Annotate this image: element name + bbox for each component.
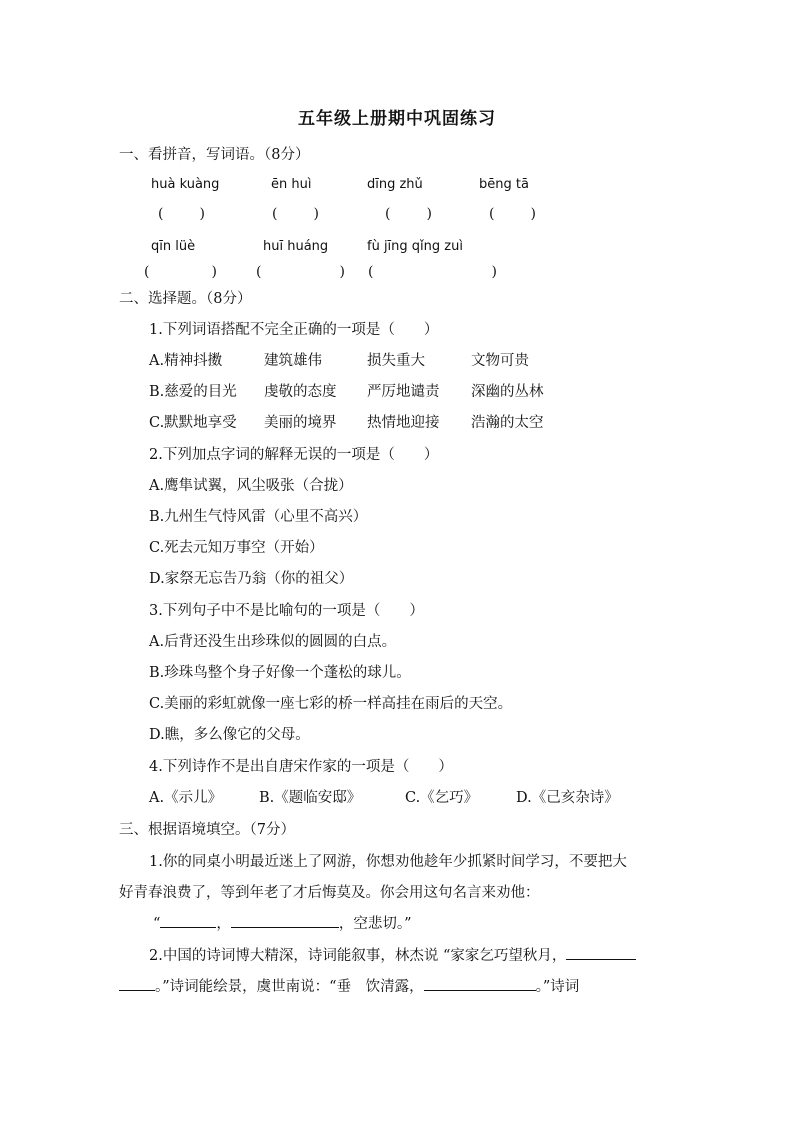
q4-stem: 4.下列诗作不是出自唐宋作家的一项是（ ） <box>149 759 453 775</box>
section1-heading: 一、看拼音，写词语。（8分） <box>119 147 310 163</box>
s3-q2-line1: 2.中国的诗词博大精深，诗词能叙事，林杰说 “家家乞巧望秋月， <box>149 945 636 966</box>
pinyin-7: fù jīng qǐng zuì <box>367 239 463 254</box>
fill-blank-4[interactable] <box>119 976 155 991</box>
s3-q1-line1: 1.你的同桌小明最近迷上了网游，你想劝他趁年少抓紧时间学习，不要把大 <box>149 854 627 870</box>
q2-option-b[interactable]: B.九州生气恃风雷（心里不高兴） <box>149 509 368 525</box>
q3-option-b[interactable]: B.珍珠鸟整个身子好像一个蓬松的球儿。 <box>149 665 411 681</box>
s3-q1-line2: 好青春浪费了，等到年老了才后悔莫及。你会用这句名言来劝他： <box>119 885 540 901</box>
fill-blank-2[interactable] <box>231 913 339 928</box>
q2-option-c[interactable]: C.死去元知万事空（开始） <box>149 540 324 556</box>
q4-option-b[interactable]: B.《题临安邸》 <box>259 790 362 806</box>
answer-box-1[interactable]: ( ) <box>158 206 205 222</box>
q4-option-a[interactable]: A.《示儿》 <box>149 790 223 806</box>
q1-stem: 1.下列词语搭配不完全正确的一项是（ ） <box>149 322 439 338</box>
s3-q1-fill-line: “ ， ，空悲切。” <box>153 913 412 934</box>
q3-option-a[interactable]: A.后背还没生出珍珠似的圆圆的白点。 <box>149 634 397 650</box>
q3-option-d[interactable]: D.瞧，多么像它的父母。 <box>149 727 310 743</box>
answer-box-6[interactable]: ( ) <box>256 264 345 280</box>
fill-blank-1[interactable] <box>160 913 216 928</box>
pinyin-4: bēng tā <box>479 177 529 192</box>
pinyin-5: qīn lüè <box>151 239 196 254</box>
q3-option-c[interactable]: C.美丽的彩虹就像一座七彩的桥一样高挂在雨后的天空。 <box>149 696 513 712</box>
answer-box-2[interactable]: ( ) <box>272 206 319 222</box>
pinyin-2: ēn huì <box>271 177 312 192</box>
q3-stem: 3.下列句子中不是比喻句的一项是（ ） <box>149 603 424 619</box>
q2-option-d[interactable]: D.家祭无忘告乃翁（你的祖父） <box>149 571 354 587</box>
q2-option-a[interactable]: A.鹰隼试翼，风尘吸张（合拢） <box>149 478 353 494</box>
section3-heading: 三、根据语境填空。（7分） <box>119 822 295 838</box>
section2-heading: 二、选择题。（8分） <box>119 291 252 307</box>
answer-box-3[interactable]: ( ) <box>385 206 432 222</box>
answer-box-7[interactable]: ( ) <box>368 264 497 280</box>
s3-q2-line2: 。”诗词能绘景，虞世南说：“垂 饮清露， 。”诗词 <box>119 976 579 997</box>
pinyin-3: dīng zhǔ <box>367 177 423 192</box>
q4-option-d[interactable]: D.《己亥杂诗》 <box>516 790 619 806</box>
answer-box-4[interactable]: ( ) <box>489 206 536 222</box>
q4-option-c[interactable]: C.《乞巧》 <box>405 790 479 806</box>
pinyin-6: huī huáng <box>263 239 329 254</box>
pinyin-1: huà kuàng <box>151 177 220 192</box>
q2-stem: 2.下列加点字词的解释无误的一项是（ ） <box>149 447 439 463</box>
worksheet-page: 五年级上册期中巩固练习 一、看拼音，写词语。（8分） huà kuàng ēn huì dīng zhǔ bēng tā ( ) ( ) ( ) ( ) qīn lüè huī huáng fù jīng qǐng zuì ( ) ( ) ( ) 二、选择题。（8分） 1.下列词语搭配不完全正确的一项是（ ） A.精神抖擞 建筑雄伟 损失重大 文物可贵 B.慈爱的目光 虔敬的态度 严厉地谴责 深幽的丛林 C.默默地享受 美丽的境界 热情地迎接 浩瀚的太空 2.下列加点字词的解释无误的一项是（ ） A.鹰隼试翼，风尘吸张（合拢） B.九州生气恃风雷（心里不高兴） C.死去元知万事空（开始） D.家祭无忘告乃翁（你的祖父） 3.下列句子中不是比喻句的一项是（ ） A.后背还没生出珍珠似的圆圆的白点。 B.珍珠鸟整个身子好像一个蓬松的球儿。 C.美丽的彩虹就像一座七彩的桥一样高挂在雨后的天空。 D.瞧，多么像它的父母。 4.下列诗作不是出自唐宋作家的一项是（ ） A.《示儿》 B.《题临安邸》 C.《乞巧》 D.《己亥杂诗》 三、根据语境填空。（7分） 1.你的同桌小明最近迷上了网游，你想劝他趁年少抓紧时间学习，不要把大 好青春浪费了，等到年老了才后悔莫及。你会用这句名言来劝他： “ ， ，空悲切。” 2.中国的诗词博大精深，诗词能叙事，林杰说 “家家乞巧望秋月， 。”诗词能绘景，虞世南说：“垂 饮清露， 。”诗词 <box>0 0 794 1123</box>
fill-blank-5[interactable] <box>424 976 536 991</box>
page-title: 五年级上册期中巩固练习 <box>298 109 496 129</box>
answer-box-5[interactable]: ( ) <box>144 264 217 280</box>
fill-blank-3[interactable] <box>566 945 636 960</box>
